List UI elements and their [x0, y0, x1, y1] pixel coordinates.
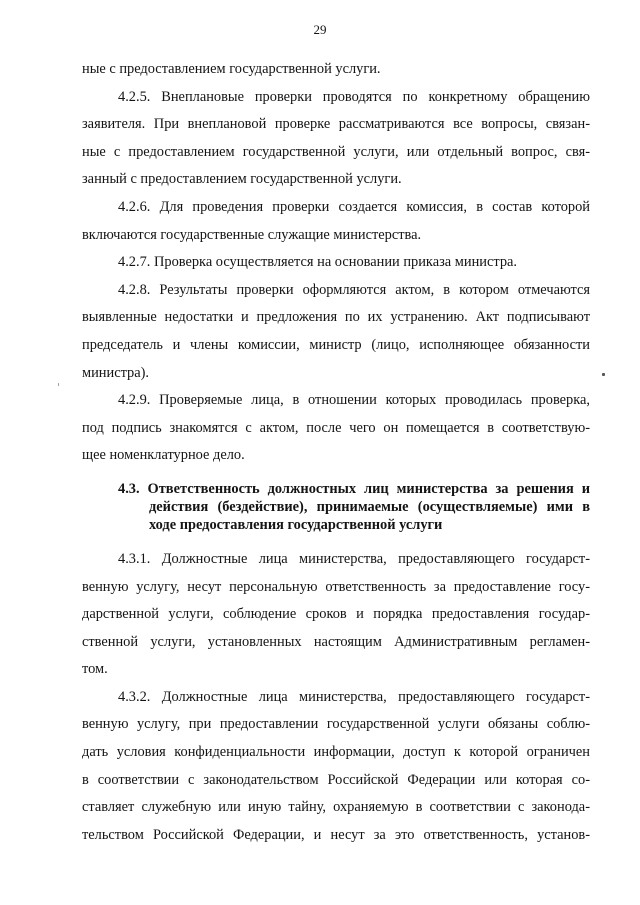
text-line: ственной услуги, установленных настоящим Административным регламен-: [82, 633, 590, 650]
text-line: выявленные недостатки и предложения по их устранению. Акт подписывают: [82, 309, 590, 326]
page-body: [82, 56, 590, 849]
text-line: венную услугу, при предоставлении государственной услуги обязаны соблю-: [82, 716, 590, 733]
text-line: дарственной услуги, соблюдение сроков и порядка предоставления государ-: [82, 606, 590, 623]
text-line: 4.2.6. Для проведения проверки создается комиссия, в состав которой: [118, 198, 590, 215]
text-line: в соответствии с законодательством Российской Федерации или которая со-: [82, 771, 590, 788]
text-line: ные с предоставлением государственной услуги, или отдельный вопрос, свя-: [82, 143, 590, 160]
text-line: 4.2.9. Проверяемые лица, в отношении которых проводилась проверка,: [118, 392, 590, 409]
text-line: ные с предоставлением государственной услуги.: [82, 61, 381, 77]
scan-speck: [58, 383, 59, 386]
text-line: председатель и члены комиссии, министр (лицо, исполняющее обязанности: [82, 336, 590, 353]
section-heading: [82, 480, 590, 534]
text-line: под подпись знакомятся с актом, после чего он помещается в соответствую-: [82, 419, 590, 436]
text-line: том.: [82, 661, 108, 678]
text-line: 4.3.1. Должностные лица министерства, предоставляющего государст-: [118, 550, 590, 567]
heading-line: действия (бездействие), принимаемые (осуществляемые) ими в: [149, 498, 590, 515]
text-line: венную услугу, несут персональную ответственность за предоставление госу-: [82, 578, 590, 595]
text-line: заявителя. При внеплановой проверке рассматриваются все вопросы, связан-: [82, 116, 590, 133]
text-line: тельством Российской Федерации, и несут за это ответственность, установ-: [82, 826, 590, 843]
heading-line: ходе предоставления государственной услуги: [149, 516, 443, 533]
text-line: 4.2.8. Результаты проверки оформляются актом, в котором отмечаются: [118, 281, 590, 298]
scan-speck: [602, 373, 605, 376]
text-line: 4.2.7. Проверка осуществляется на основании приказа министра.: [118, 254, 518, 271]
text-line: включаются государственные служащие министерства.: [82, 226, 422, 243]
text-line: 4.2.5. Внеплановые проверки проводятся по конкретному обращению: [118, 88, 590, 105]
text-line: щее номенклатурное дело.: [82, 447, 245, 464]
heading-line: 4.3. Ответственность должностных лиц министерства за решения и: [118, 480, 590, 497]
text-line: занный с предоставлением государственной услуги.: [82, 171, 402, 188]
text-line: 4.3.2. Должностные лица министерства, предоставляющего государст-: [118, 688, 590, 705]
page-number: 29: [313, 22, 327, 37]
text-line: ставляет служебную или иную тайну, охраняемую в соответствии с законода-: [82, 799, 590, 816]
text-line: министра).: [82, 364, 150, 381]
text-line: дать условия конфиденциальности информации, доступ к которой ограничен: [82, 744, 590, 761]
